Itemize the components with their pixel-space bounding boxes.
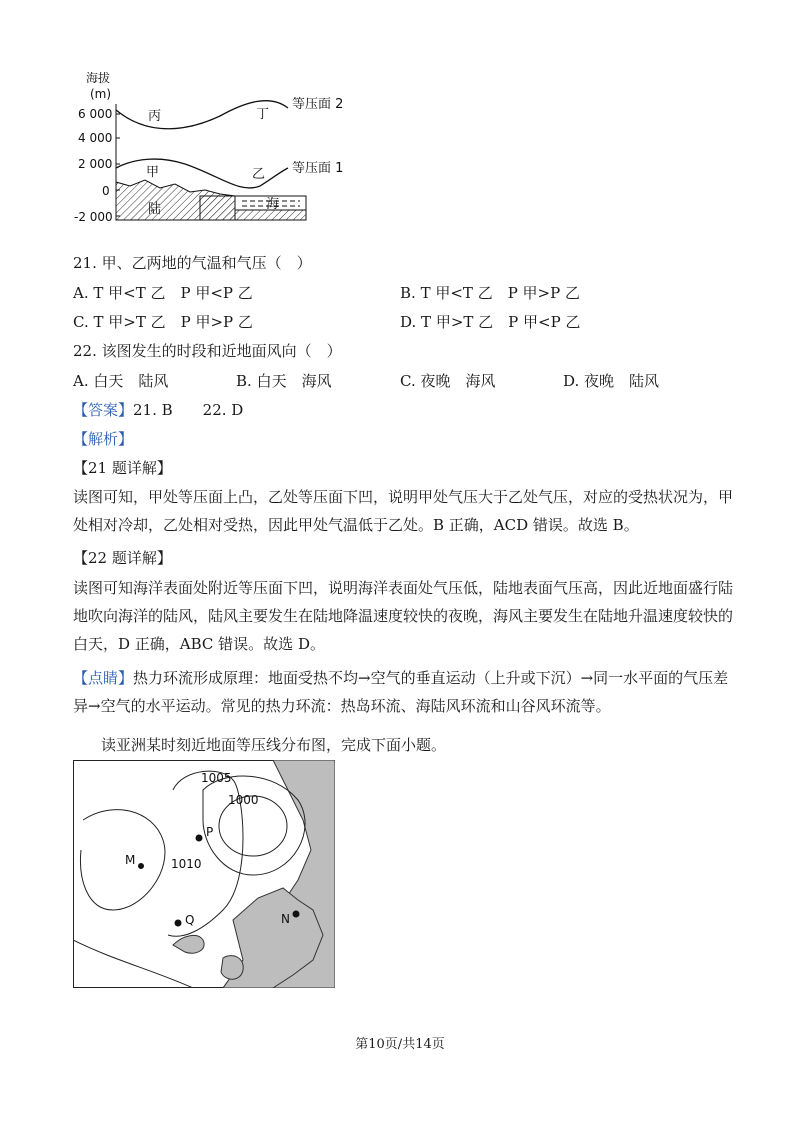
y-tick-2000: 2 000 (78, 157, 113, 171)
intro2-text: 读亚洲某时刻近地面等压线分布图，完成下面小题。 (101, 736, 447, 754)
answer-tag: 【答案】 (73, 401, 134, 419)
q21-option-b: B. T 甲<T 乙 P 甲>P 乙 (400, 284, 580, 302)
point-p-label: P (206, 825, 214, 839)
q21-option-d: D. T 甲>T 乙 P 甲<P 乙 (400, 313, 581, 331)
point-m-marker (138, 863, 144, 869)
answer-text: 21. B 22. D (133, 401, 244, 419)
isobaric-surface-figure (70, 68, 360, 233)
isobar-1005-label: 1005 (201, 771, 232, 785)
isobar-1010-label: 1010 (171, 857, 202, 871)
isobar-map-figure (73, 760, 335, 988)
y-axis-title: 海拔 (86, 71, 111, 85)
q22-option-c: C. 夜晚 海风 (400, 372, 496, 390)
y-tick-6000: 6 000 (78, 107, 113, 121)
point-ding-label: 丁 (256, 107, 270, 122)
y-tick-4000: 4 000 (78, 131, 113, 145)
tip-paragraph (73, 664, 733, 720)
q22-option-d: D. 夜晚 陆风 (563, 372, 660, 390)
point-n-label: N (281, 912, 290, 926)
point-q-marker (175, 920, 182, 927)
isobaric-surface-1-label: 等压面 1 (292, 161, 344, 176)
q21-option-c: C. T 甲>T 乙 P 甲>P 乙 (73, 313, 253, 331)
q21-stem: 21. 甲、乙两地的气温和气压（ ） (73, 254, 312, 272)
tip-tag: 【点睛】 (73, 669, 134, 687)
y-tick-neg2000: -2 000 (74, 210, 113, 224)
isobar-1000-label: 1000 (228, 793, 259, 807)
detail21-tag: 【21 题详解】 (73, 459, 172, 477)
sea-label: 海 (266, 197, 280, 212)
q22-stem: 22. 该图发生的时段和近地面风向（ ） (73, 342, 342, 360)
tip-text: 热力环流形成原理：地面受热不均→空气的垂直运动（上升或下沉）→同一水平面的气压差异→空气的水平运动。常见的热力环流：热岛环流、海陆风环流和山谷风环流等。 (73, 669, 729, 715)
point-jia-label: 甲 (146, 165, 160, 180)
point-p-marker (196, 835, 203, 842)
point-m-label: M (125, 853, 136, 867)
point-bing-label: 丙 (148, 109, 162, 124)
point-q-label: Q (185, 913, 195, 927)
detail21-text: 读图可知，甲处等压面上凸，乙处等压面下凹，说明甲处气压大于乙处气压，对应的受热状况为，甲处相对冷却，乙处相对受热，因此甲处气温低于乙处。B 正确，ACD 错误。故选 B。 (73, 488, 734, 534)
land-label: 陆 (148, 202, 162, 217)
y-axis-unit: (m) (90, 87, 112, 101)
isobaric-surface-2-label: 等压面 2 (292, 97, 344, 112)
q21-option-a: A. T 甲<T 乙 P 甲<P 乙 (73, 284, 253, 302)
y-tick-0: 0 (102, 184, 110, 198)
detail22-text: 读图可知海洋表面处附近等压面下凹，说明海洋表面处气压低，陆地表面气压高，因此近地面盛行陆地吹向海洋的陆风，陆风主要发生在陆地降温速度较快的夜晚，海风主要发生在陆地升温速度较快的白天，D 正确，ABC 错误。故选 D。 (73, 579, 734, 653)
q22-option-b: B. 白天 海风 (236, 372, 332, 390)
page-footer: 第10页/共14页 (355, 1037, 445, 1052)
point-n-marker (293, 911, 300, 918)
answer-line (73, 400, 243, 420)
q22-option-a: A. 白天 陆风 (73, 372, 169, 390)
small-island (221, 956, 243, 980)
analysis-tag: 【解析】 (73, 430, 134, 448)
detail22-tag: 【22 题详解】 (73, 549, 172, 567)
point-yi-label: 乙 (252, 167, 266, 182)
